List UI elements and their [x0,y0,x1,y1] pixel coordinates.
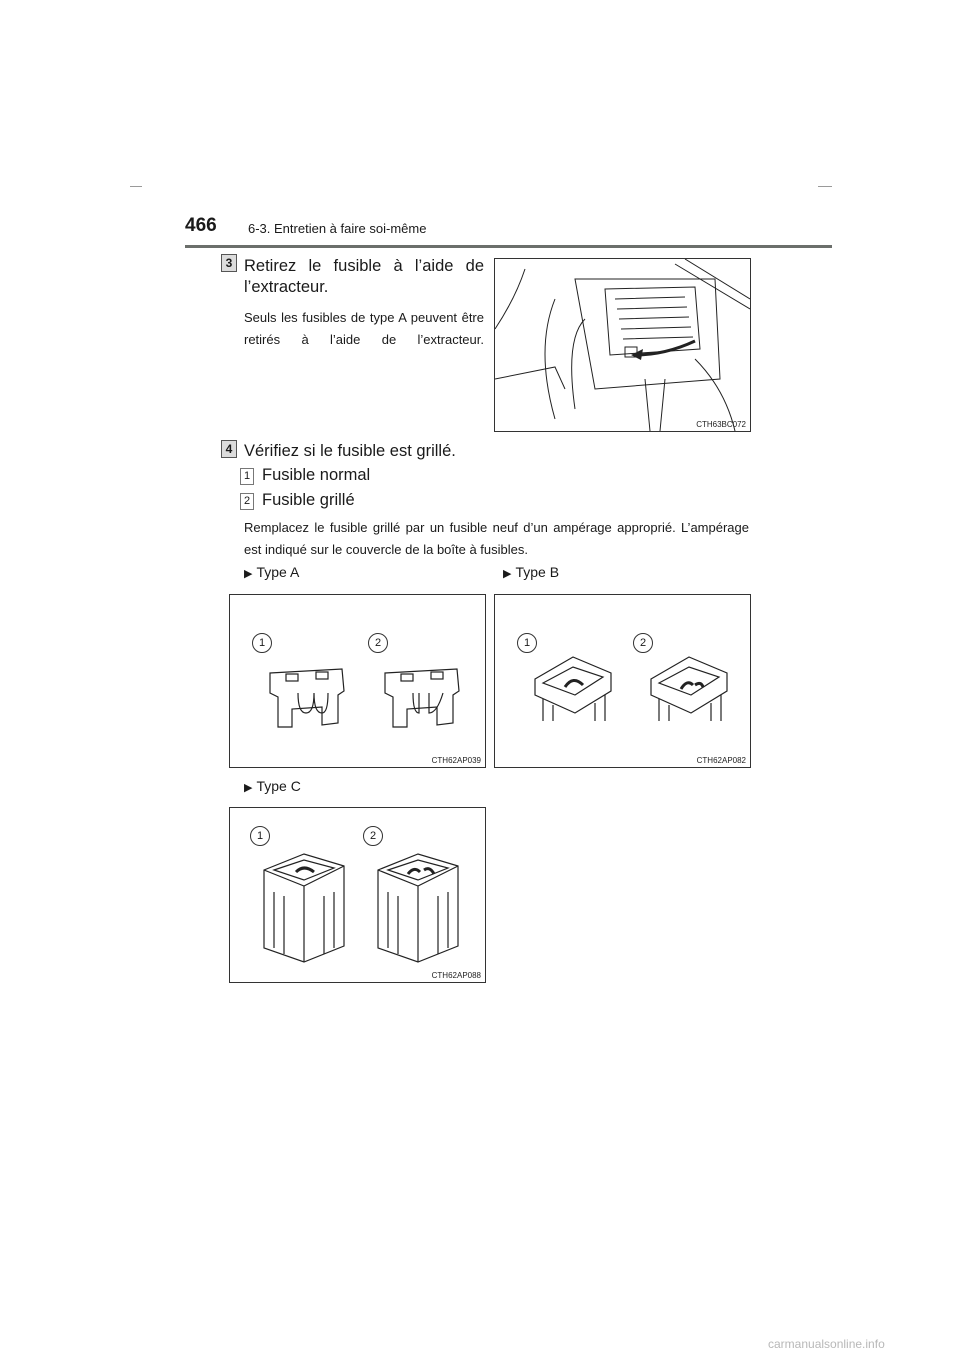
arrow-right-icon: ▶ [244,568,253,580]
type-b-figure [494,594,751,768]
callout-1: 1 [517,633,537,653]
type-c-figure [229,807,486,983]
callout-2: 2 [363,826,383,846]
type-b-label: ▶ Type B [503,564,560,580]
step-3-note: Seuls les fusibles de type A peuvent être retirés à l’aide de l’extracteur. [244,310,484,347]
type-c-label: ▶ Type C [244,778,301,794]
header-rule [185,245,832,248]
fuse-extractor-figure [494,258,751,432]
item-fuse-blown [240,490,355,511]
item-label: Fusible normal [262,466,371,484]
callout-1: 1 [250,826,270,846]
type-b-fuse-illustration [495,595,750,767]
figure-code: CTH62AP039 [431,756,481,765]
type-a-label: ▶ Type A [244,564,300,580]
figure-code: CTH63BC072 [696,420,746,429]
crop-mark-left [130,186,142,187]
step-3-title: Retirez le fusible à l’aide de l’extracteur. [244,257,484,297]
callout-1: 1 [252,633,272,653]
crop-mark-right [818,186,832,187]
arrow-right-icon: ▶ [244,782,253,794]
arrow-right-icon: ▶ [503,568,512,580]
type-a-fuse-illustration [230,595,485,767]
item-label: Fusible grillé [262,491,355,509]
step-3-badge: 3 [221,254,237,272]
fuse-box-illustration [495,259,750,431]
callout-2: 2 [633,633,653,653]
step-4-badge: 4 [221,440,237,458]
item-number: 1 [240,468,254,485]
step-4-note: Remplacez le fusible grillé par un fusible neuf d’un ampérage approprié. L’ampérage est indiqué sur le couvercle de la boîte à fusibles. [244,520,749,557]
type-a-figure [229,594,486,768]
watermark: carmanualsonline.info [768,1337,885,1351]
page-number: 466 [185,215,217,236]
step-4-title: Vérifiez si le fusible est grillé. [244,442,456,460]
section-title: 6-3. Entretien à faire soi-même [248,221,427,236]
callout-2: 2 [368,633,388,653]
figure-code: CTH62AP088 [431,971,481,980]
figure-code: CTH62AP082 [696,756,746,765]
item-fuse-normal [240,465,370,486]
item-number: 2 [240,493,254,510]
